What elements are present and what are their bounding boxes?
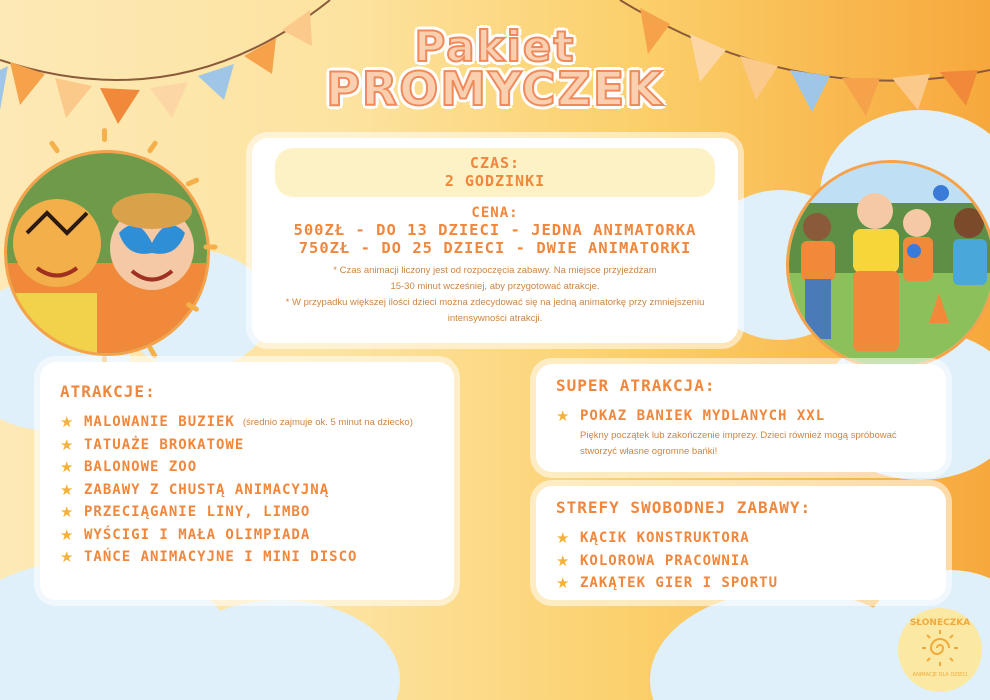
- attraction-label: MALOWANIE BUZIEK: [84, 414, 235, 431]
- super-attraction-desc: Piękny początek lub zakończenie imprezy. Dzieci również mogą spróbować: [580, 429, 897, 441]
- list-item: [60, 501, 434, 524]
- list-item: [556, 572, 926, 595]
- attractions-heading: ATRAKCJE:: [60, 382, 156, 401]
- star-icon: ★: [60, 548, 74, 567]
- note-line: * W przypadku większej ilości dzieci można zdecydować się na jedną animatorkę przy zmniejszeniu: [285, 297, 705, 308]
- zone-label: KOLOROWA PRACOWNIA: [580, 552, 750, 569]
- list-item: [60, 434, 434, 457]
- package-info-card: [252, 138, 738, 343]
- star-icon: ★: [60, 480, 74, 499]
- poster-title-line1: Pakiet: [414, 22, 576, 71]
- super-attraction-heading: SUPER ATRAKCJA:: [556, 376, 716, 395]
- star-icon: ★: [60, 503, 74, 522]
- super-attraction-desc: stworzyć własne ogromne bańki!: [580, 445, 718, 457]
- attraction-label: ZABAWY Z CHUSTĄ ANIMACYJNĄ: [84, 481, 330, 498]
- attraction-note: (średnio zajmuje ok. 5 minut na dziecko): [242, 416, 413, 428]
- star-icon: ★: [556, 551, 570, 570]
- sun-ray-decoration: [185, 177, 200, 187]
- note-line: 15-30 minut wcześniej, aby przygotować atrakcje.: [390, 281, 600, 292]
- star-icon: ★: [60, 458, 74, 477]
- super-attraction-card: [536, 364, 946, 472]
- star-icon: ★: [556, 407, 570, 426]
- duration-value: 2 GODZINKI: [444, 172, 546, 190]
- list-item: [60, 479, 434, 502]
- list-item: [556, 405, 926, 428]
- list-item: [60, 546, 434, 569]
- list-item: [556, 527, 926, 550]
- list-item: [60, 411, 434, 434]
- star-icon: ★: [556, 574, 570, 593]
- zone-label: ZAKĄTEK GIER I SPORTU: [580, 575, 779, 592]
- sloneczka-logo: [898, 608, 982, 692]
- attraction-label: BALONOWE ZOO: [84, 459, 198, 476]
- list-item: [556, 550, 926, 573]
- kids-race-photo: [786, 160, 990, 370]
- sun-spiral-icon: [920, 628, 960, 668]
- attraction-label: WYŚCIGI I MAŁA OLIMPIADA: [84, 526, 311, 543]
- poster-title-line2: PROMYCZEK: [326, 62, 664, 116]
- sun-ray-decoration: [102, 128, 107, 142]
- free-play-zones-heading: STREFY SWOBODNEJ ZABAWY:: [556, 498, 812, 517]
- star-icon: ★: [60, 435, 74, 454]
- face-painting-photo: [4, 150, 210, 356]
- price-label: CENA:: [471, 205, 519, 221]
- duration-label: CZAS:: [469, 154, 521, 172]
- star-icon: ★: [60, 413, 74, 432]
- attraction-label: PRZECIĄGANIE LINY, LIMBO: [84, 504, 311, 521]
- free-play-zones-card: [536, 486, 946, 600]
- attraction-label: TAŃCE ANIMACYJNE I MINI DISCO: [84, 549, 358, 566]
- price-option-2: 750ZŁ - DO 25 DZIECI - DWIE ANIMATORKI: [298, 239, 692, 257]
- list-item: [60, 456, 434, 479]
- note-line: * Czas animacji liczony jest od rozpoczęcia zabawy. Na miejsce przyjeżdżam: [333, 265, 657, 276]
- price-option-1: 500ZŁ - DO 13 DZIECI - JEDNA ANIMATORKA: [293, 221, 697, 239]
- list-item: [60, 524, 434, 547]
- star-icon: ★: [556, 529, 570, 548]
- logo-name: SŁONECZKA: [909, 618, 971, 628]
- star-icon: ★: [60, 525, 74, 544]
- super-attraction-label: POKAZ BANIEK MYDLANYCH XXL: [580, 408, 826, 425]
- price-notes: [252, 263, 738, 327]
- note-line: intensywności atrakcji.: [447, 313, 543, 324]
- sun-ray-decoration: [204, 245, 218, 250]
- logo-tagline: ANIMACJE DLA DZIECI: [912, 672, 968, 678]
- zone-label: KĄCIK KONSTRUKTORA: [580, 530, 750, 547]
- duration-box: [275, 148, 715, 197]
- attraction-label: TATUAŻE BROKATOWE: [84, 436, 245, 453]
- attractions-card: [40, 362, 454, 600]
